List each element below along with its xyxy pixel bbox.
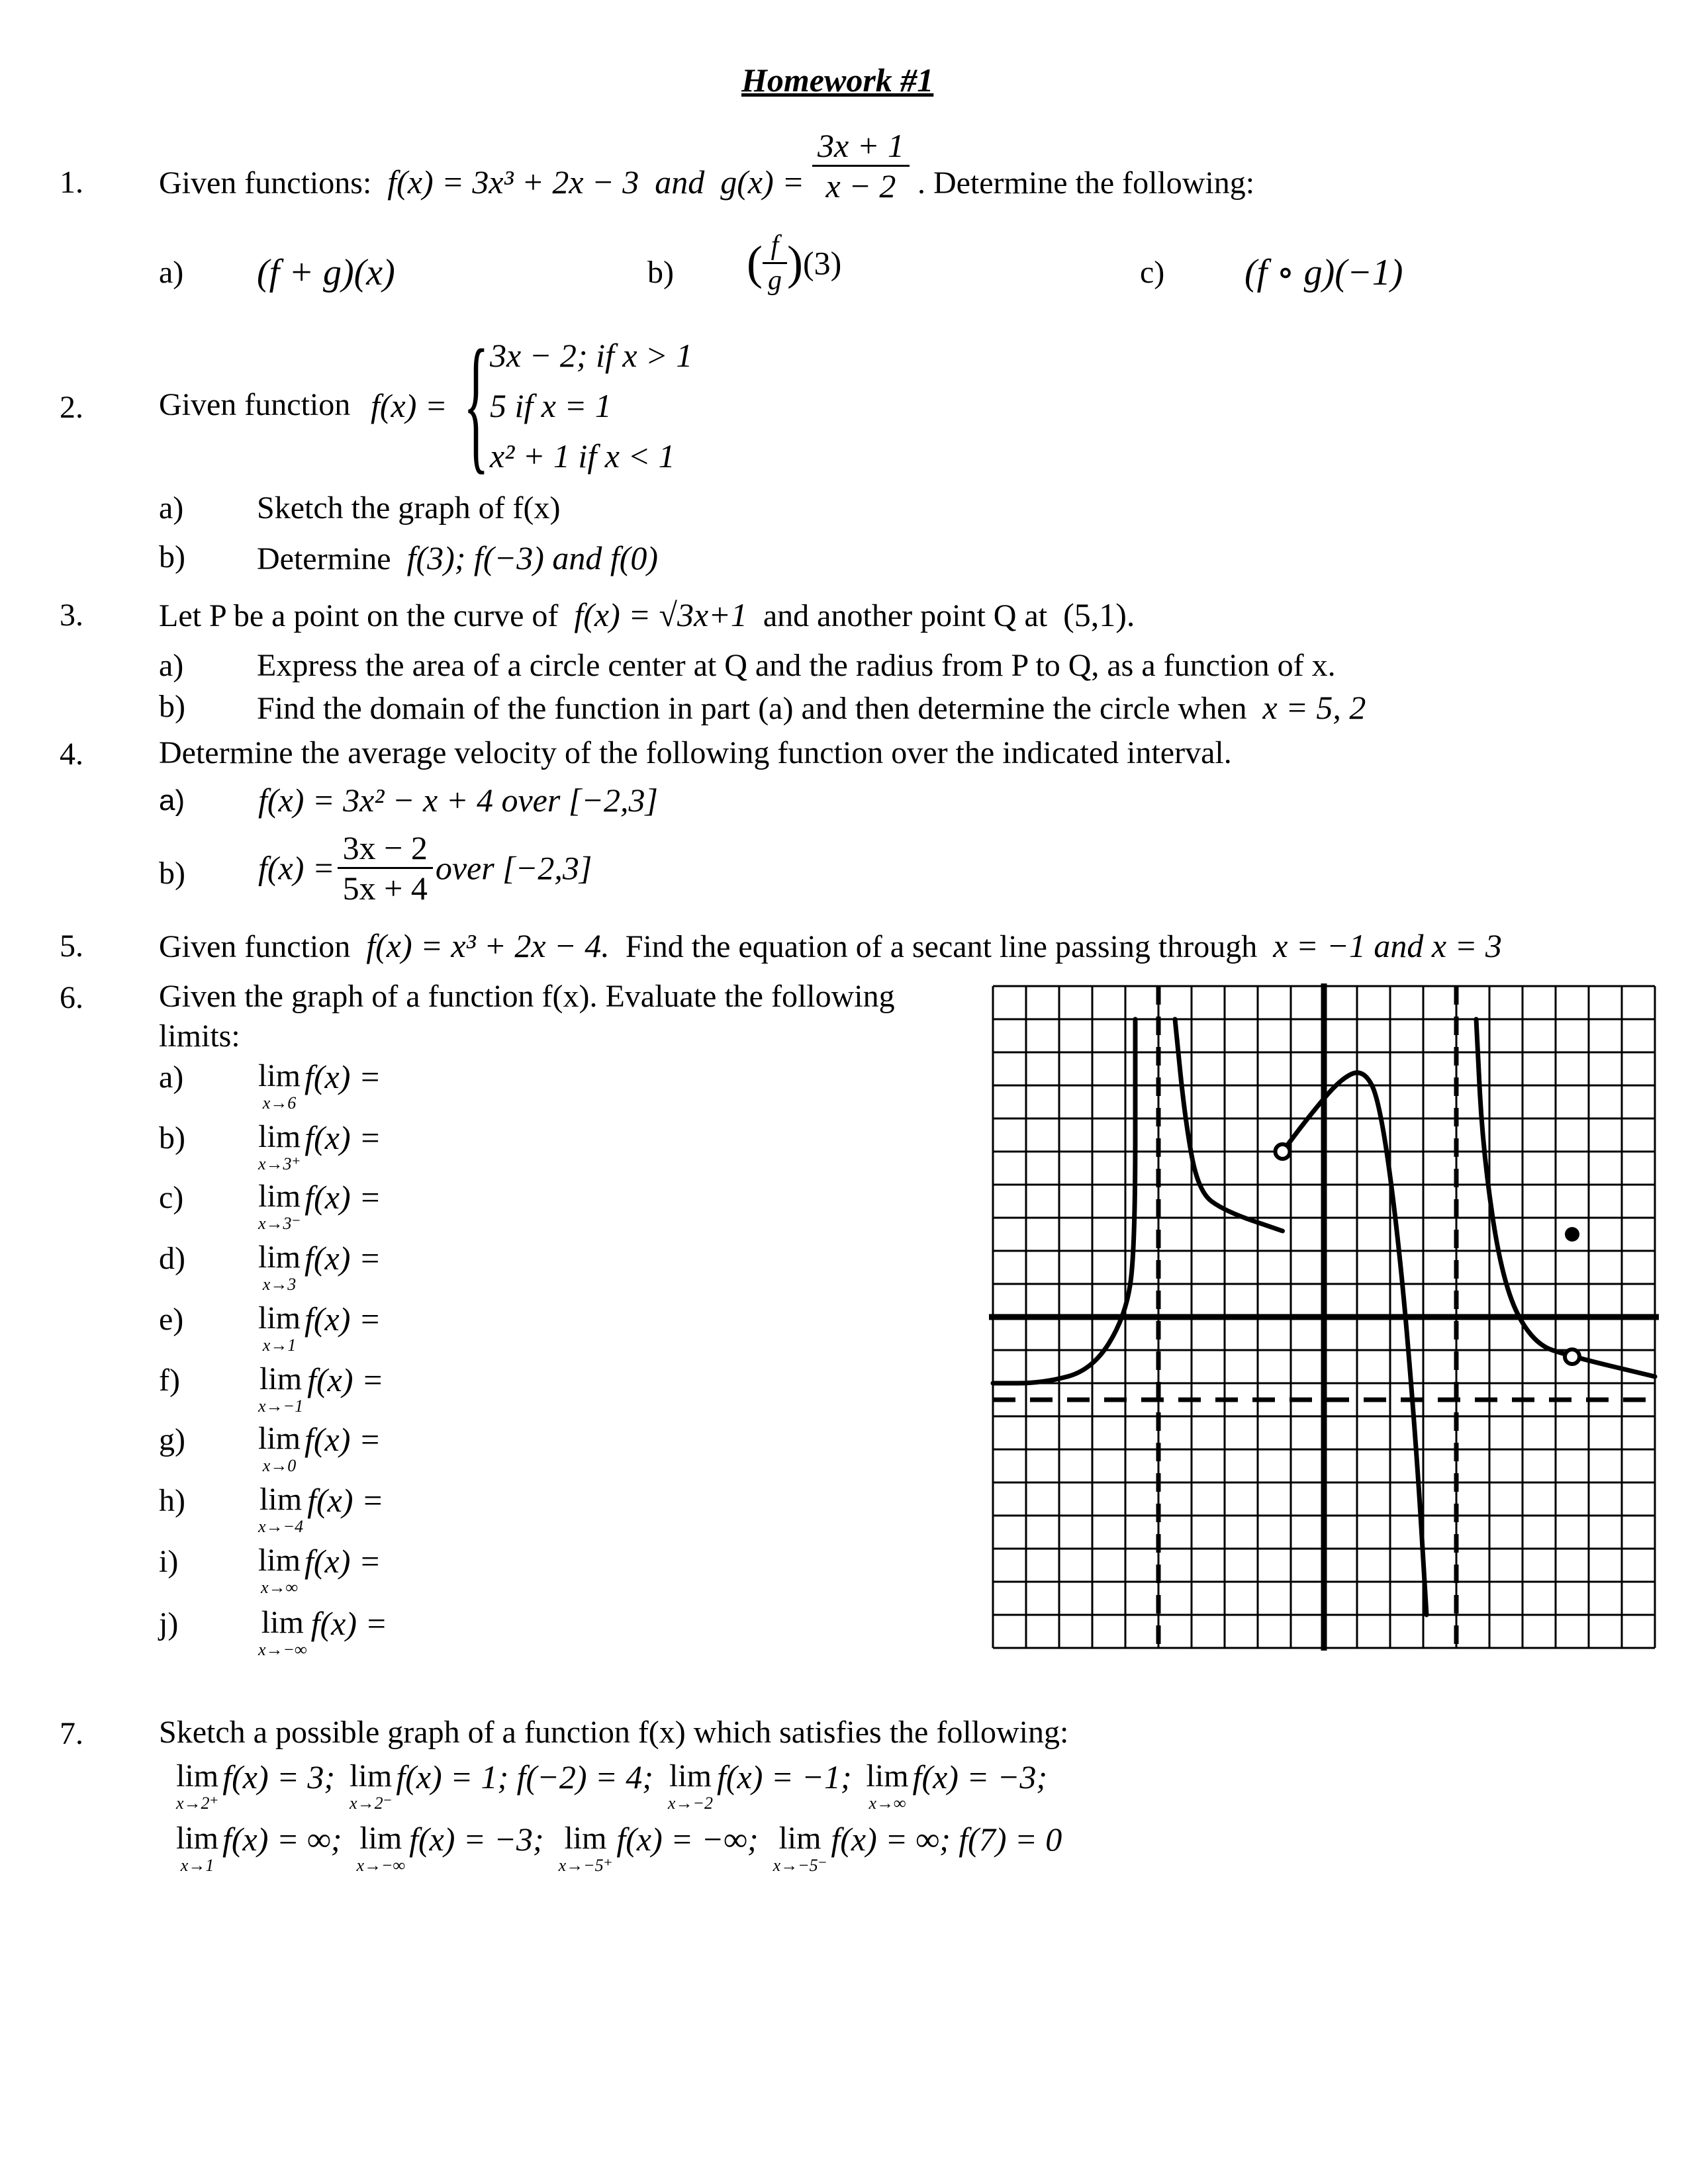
lim-function: f(x) = <box>305 1179 381 1216</box>
q6-item-label: h) <box>159 1483 185 1518</box>
q6-item-label: f) <box>159 1363 180 1398</box>
lim-subscript: x→1 <box>262 1336 297 1355</box>
q7-expr: f(x) = ∞; f(7) = 0 <box>831 1821 1062 1858</box>
q6-item-label: a) <box>159 1060 184 1095</box>
q6-item-label: b) <box>159 1120 185 1156</box>
closed-point <box>1565 1227 1579 1242</box>
function-curve <box>1283 1073 1427 1615</box>
lim-word: lim <box>259 1482 303 1517</box>
function-curve <box>993 1019 1135 1383</box>
open-point <box>1276 1144 1290 1159</box>
lim-subscript: x→0 <box>262 1456 297 1475</box>
lim-function: f(x) = <box>305 1058 381 1095</box>
lim-function: f(x) = <box>305 1421 381 1458</box>
q6-limit-expression <box>258 1181 381 1232</box>
q7-condition <box>350 1758 653 1813</box>
q7-condition <box>356 1821 544 1875</box>
lim-word: lim <box>176 1821 219 1856</box>
open-point <box>1565 1349 1579 1364</box>
lim-word: lim <box>778 1821 821 1856</box>
q7-text: Sketch a possible graph of a function f(x) which satisfies the following: <box>159 1715 1069 1750</box>
q7-condition <box>866 1758 1048 1813</box>
lim-word: lim <box>350 1758 393 1794</box>
q6-item-label: e) <box>159 1302 184 1337</box>
lim-operator <box>356 1823 405 1874</box>
q6-text-line2: limits: <box>159 1019 240 1054</box>
q1-determine: . Determine the following: <box>917 165 1255 201</box>
q4-b-fraction <box>338 831 433 905</box>
lim-subscript: x→−∞ <box>356 1856 406 1875</box>
q3-f-expr: f(x) = √3x+1 <box>574 596 747 633</box>
q7-condition <box>176 1821 342 1875</box>
q1-b-lparen: ( <box>747 236 763 289</box>
lim-function: f(x) = <box>305 1240 381 1277</box>
lim-operator <box>258 1242 301 1293</box>
q1-b-den: g <box>767 265 782 296</box>
q1-given: Given functions: <box>159 165 372 201</box>
lim-subscript: x→2⁺ <box>176 1794 219 1813</box>
lim-operator <box>258 1484 303 1535</box>
lim-subscript: x→6 <box>262 1093 297 1113</box>
q5-f-expr: f(x) = x³ + 2x − 4. <box>366 927 610 964</box>
lim-word: lim <box>866 1758 909 1794</box>
question-number-2: 2. <box>60 390 83 425</box>
q1-g-lhs: g(x) = <box>720 163 804 201</box>
lim-subscript: x→2⁻ <box>350 1794 393 1813</box>
q6-text-line1: Given the graph of a function f(x). Evaluate the following <box>159 979 895 1014</box>
lim-word: lim <box>258 1058 301 1093</box>
q1-g-denominator: x − 2 <box>825 167 896 205</box>
q1-b-label: b) <box>647 255 674 290</box>
lim-word: lim <box>258 1179 301 1214</box>
q1-b-rparen: ) <box>786 236 803 289</box>
lim-operator <box>258 1302 301 1354</box>
lim-operator <box>867 1760 909 1812</box>
lim-word: lim <box>259 1361 303 1396</box>
lim-operator <box>258 1181 301 1232</box>
q7-condition-row-1 <box>176 1760 1062 1812</box>
q7-expr: f(x) = −3; <box>912 1758 1048 1796</box>
lim-subscript: x→−∞ <box>258 1640 307 1659</box>
lim-subscript: x→∞ <box>260 1578 299 1597</box>
lim-function: f(x) = <box>305 1300 381 1338</box>
q3-lead: Let P be a point on the curve of <box>159 598 559 633</box>
q2-b-label: b) <box>159 539 185 574</box>
lim-word: lim <box>258 1421 301 1456</box>
lim-operator <box>668 1760 713 1812</box>
lim-function: f(x) = <box>307 1361 384 1398</box>
lim-subscript: x→−5⁺ <box>558 1856 613 1875</box>
lim-function: f(x) = <box>310 1605 388 1642</box>
q4-b-label: b) <box>159 856 185 891</box>
function-curve <box>1476 1019 1655 1377</box>
lim-word: lim <box>359 1821 402 1856</box>
function-graph <box>986 979 1662 1668</box>
q1-b-expr <box>747 232 841 295</box>
question-number-1: 1. <box>60 165 83 200</box>
q2-case-3: x² + 1 if x < 1 <box>490 437 675 475</box>
q4-a-label: a) <box>159 784 185 817</box>
q2-b-line <box>257 541 658 575</box>
q3-b-line <box>257 691 1366 725</box>
q3-line <box>159 598 1135 632</box>
q1-g-numerator: 3x + 1 <box>812 129 910 167</box>
q2-case-1: 3x − 2; if x > 1 <box>490 337 693 374</box>
lim-word: lim <box>258 1119 301 1154</box>
lim-operator <box>258 1363 303 1415</box>
q2-given: Given function <box>159 387 351 422</box>
page-title: Homework #1 <box>741 62 934 99</box>
q6-item-label: j) <box>159 1606 179 1641</box>
q1-f-def: f(x) = 3x³ + 2x − 3 <box>387 163 639 201</box>
q2-a-text: Sketch the graph of f(x) <box>257 490 561 525</box>
q7-expr: f(x) = ∞; <box>222 1821 342 1858</box>
q4-b-lhs: f(x) = <box>258 849 335 887</box>
q4-b-denominator: 5x + 4 <box>342 870 428 907</box>
lim-subscript: x→−2 <box>667 1794 714 1813</box>
q6-item-label: c) <box>159 1180 184 1215</box>
q6-limit-expression <box>258 1607 387 1659</box>
q6-limit-expression <box>258 1484 384 1535</box>
q7-condition <box>667 1758 852 1813</box>
q4-b-expr <box>258 831 592 905</box>
question-number-4: 4. <box>60 737 83 772</box>
q2-case-2: 5 if x = 1 <box>490 387 612 424</box>
q1-a-expr: (f + g)(x) <box>257 252 395 293</box>
lim-subscript: x→3⁻ <box>258 1214 301 1233</box>
q2-a-label: a) <box>159 490 184 525</box>
q5-x-expr: x = −1 and x = 3 <box>1273 927 1502 964</box>
q6-item-label: i) <box>159 1544 179 1579</box>
lim-operator <box>258 1121 301 1173</box>
lim-subscript: x→−1 <box>258 1396 304 1416</box>
q2-b-text: Determine <box>257 541 391 576</box>
q7-expr: f(x) = 3; <box>222 1758 336 1796</box>
q6-limit-expression <box>258 1302 381 1354</box>
q6-limit-expression <box>258 1545 381 1596</box>
lim-word: lim <box>258 1543 301 1578</box>
q3-a-label: a) <box>159 648 184 683</box>
q5-line <box>159 929 1502 963</box>
q1-c-label: c) <box>1140 255 1165 290</box>
lim-word: lim <box>258 1300 301 1336</box>
q7-expr: f(x) = −3; <box>409 1821 544 1858</box>
q1-and: and <box>655 163 705 201</box>
q4-b-numerator: 3x − 2 <box>338 831 433 869</box>
q3-b-label: b) <box>159 689 185 724</box>
q6-limit-expression <box>258 1242 381 1293</box>
lim-word: lim <box>564 1821 607 1856</box>
lim-subscript: x→1 <box>180 1856 214 1875</box>
lim-operator <box>350 1760 392 1812</box>
q1-line <box>159 127 1255 205</box>
lim-function: f(x) = <box>305 1119 381 1156</box>
q3-a-text: Express the area of a circle center at Q and the radius from P to Q, as a function of x. <box>257 648 1336 683</box>
q6-limit-expression <box>258 1060 381 1112</box>
q5-given: Given function <box>159 929 351 964</box>
lim-operator <box>176 1760 218 1812</box>
lim-operator <box>559 1823 613 1874</box>
q2-brace: { <box>463 318 489 487</box>
q7-condition <box>176 1758 336 1813</box>
question-number-7: 7. <box>60 1716 83 1751</box>
q3-b-text: Find the domain of the function in part (a) and then determine the circle when <box>257 691 1247 726</box>
q6-limit-expression <box>258 1121 381 1173</box>
lim-word: lim <box>669 1758 712 1794</box>
q3-point: (5,1). <box>1063 596 1135 633</box>
q1-g-fraction <box>812 129 910 203</box>
q6-limit-expression <box>258 1423 381 1475</box>
lim-subscript: x→3 <box>262 1275 297 1294</box>
q1-b-fraction <box>763 232 787 295</box>
lim-subscript: x→∞ <box>868 1794 906 1813</box>
lim-word: lim <box>176 1758 219 1794</box>
question-number-5: 5. <box>60 929 83 964</box>
lim-word: lim <box>261 1605 304 1640</box>
question-number-6: 6. <box>60 980 83 1015</box>
q7-condition <box>558 1821 759 1875</box>
q6-item-label: d) <box>159 1241 185 1276</box>
q3-b-expr: x = 5, 2 <box>1262 689 1366 726</box>
q6-limit-expression <box>258 1363 384 1415</box>
lim-operator <box>176 1823 218 1874</box>
q7-expr: f(x) = 1; f(−2) = 4; <box>396 1758 653 1796</box>
lim-function: f(x) = <box>305 1543 381 1580</box>
lim-subscript: x→−4 <box>258 1517 304 1536</box>
lim-subscript: x→3⁺ <box>258 1154 301 1173</box>
lim-function: f(x) = <box>307 1482 384 1519</box>
q2-b-expr: f(3); f(−3) and f(0) <box>406 539 659 576</box>
lim-subscript: x→−5⁻ <box>773 1856 827 1875</box>
question-number-3: 3. <box>60 598 83 633</box>
lim-operator <box>258 1423 301 1475</box>
q7-condition <box>773 1821 1062 1875</box>
lim-operator <box>773 1823 827 1874</box>
lim-operator <box>258 1545 301 1596</box>
q4-a-expr: f(x) = 3x² − x + 4 over [−2,3] <box>258 782 658 819</box>
q3-tail: and another point Q at <box>763 598 1048 633</box>
lim-operator <box>258 1607 307 1659</box>
q1-a-label: a) <box>159 255 184 290</box>
q7-condition-row-2 <box>176 1823 1076 1874</box>
q2-f-lhs: f(x) = <box>371 387 447 424</box>
q6-item-label: g) <box>159 1422 185 1457</box>
q4-b-over: over [−2,3] <box>435 849 592 887</box>
lim-word: lim <box>258 1240 301 1275</box>
q4-text: Determine the average velocity of the following function over the indicated interval. <box>159 735 1232 770</box>
q1-c-expr: (f ∘ g)(−1) <box>1244 252 1403 293</box>
q7-expr: f(x) = −1; <box>717 1758 852 1796</box>
q1-b-num: f <box>763 232 787 264</box>
q1-b-arg: (3) <box>802 244 842 282</box>
q5-text: Find the equation of a secant line passing through <box>625 929 1258 964</box>
q7-expr: f(x) = −∞; <box>616 1821 759 1858</box>
lim-operator <box>258 1060 301 1112</box>
